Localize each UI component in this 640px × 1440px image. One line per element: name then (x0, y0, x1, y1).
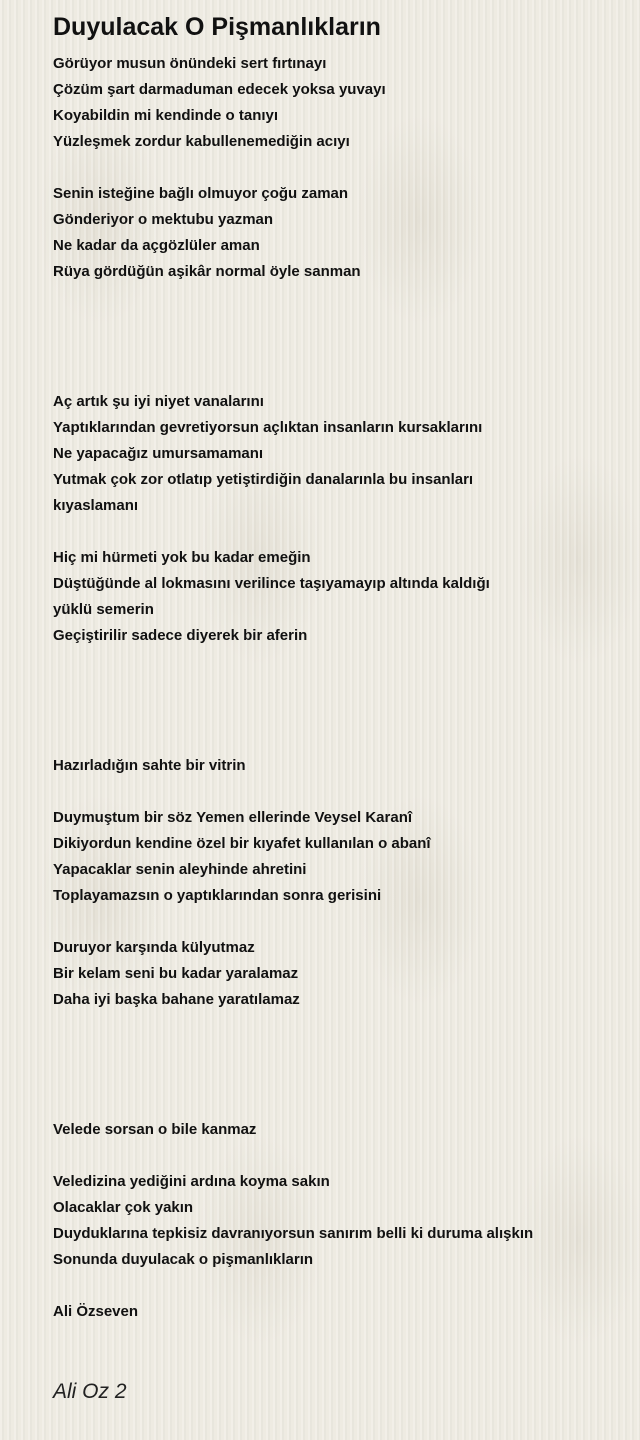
author-signature: Ali Oz 2 (53, 1380, 127, 1403)
poem-line: Yutmak çok zor otlatıp yetiştirdiğin danalarınla bu insanları (53, 471, 474, 488)
poem-line: Yaptıklarından gevretiyorsun açlıktan insanların kursaklarını (53, 419, 483, 436)
poem-line: Ne yapacağız umursamamanı (53, 445, 264, 462)
poem-line: Dikiyordun kendine özel bir kıyafet kullanılan o abanî (53, 835, 431, 852)
stanza-4 (53, 545, 613, 649)
stanza-5 (53, 753, 613, 779)
poem-line: Veledizina yediğini ardına koyma sakın (53, 1173, 330, 1190)
poem-line: Duymuştum bir söz Yemen ellerinde Veysel Karanî (53, 809, 413, 826)
stanza-2 (53, 181, 613, 285)
poem-line: Senin isteğine bağlı olmuyor çoğu zaman (53, 185, 349, 202)
stanza-9 (53, 1169, 613, 1273)
poem-line: Duruyor karşında külyutmaz (53, 939, 255, 956)
poem-line: Görüyor musun önündeki sert fırtınayı (53, 55, 327, 72)
stanza-7 (53, 935, 613, 1013)
poem-line: Bir kelam seni bu kadar yaralamaz (53, 965, 299, 982)
poem-line: Hazırladığın sahte bir vitrin (53, 757, 246, 774)
poem-line: Duyduklarına tepkisiz davranıyorsun sanırım belli ki duruma alışkın (53, 1225, 534, 1242)
poem-title: Duyulacak O Pişmanlıkların (53, 13, 381, 41)
poem-line: Yüzleşmek zordur kabullenemediğin acıyı (53, 133, 350, 150)
poem-line: Koyabildin mi kendinde o tanıyı (53, 107, 279, 124)
poem-line: kıyaslamanı (53, 497, 139, 514)
poem-line: yüklü semerin (53, 601, 154, 618)
poem-line: Ne kadar da açgözlüler aman (53, 237, 260, 254)
poem-line: Velede sorsan o bile kanmaz (53, 1121, 257, 1138)
stanza-8 (53, 1117, 613, 1143)
poem-line: Rüya gördüğün aşikâr normal öyle sanman (53, 263, 361, 280)
poem-line: Sonunda duyulacak o pişmanlıkların (53, 1251, 314, 1268)
poem-line: Çözüm şart darmaduman edecek yoksa yuvayı (53, 81, 386, 98)
poem-line: Olacaklar çok yakın (53, 1199, 194, 1216)
poem-body (53, 51, 613, 1325)
stanza-6 (53, 805, 613, 909)
stanza-1 (53, 51, 613, 155)
poem-line: Daha iyi başka bahane yaratılamaz (53, 991, 300, 1008)
poem-line: Toplayamazsın o yaptıklarından sonra gerisini (53, 887, 382, 904)
poem-line: Geçiştirilir sadece diyerek bir aferin (53, 627, 308, 644)
stanza-3 (53, 389, 613, 519)
poem-line: Yapacaklar senin aleyhinde ahretini (53, 861, 307, 878)
author-name: Ali Özseven (53, 1303, 139, 1320)
poem-line: Düştüğünde al lokmasını verilince taşıyamayıp altında kaldığı (53, 575, 490, 592)
poem-line: Gönderiyor o mektubu yazman (53, 211, 274, 228)
poem-line: Hiç mi hürmeti yok bu kadar emeğin (53, 549, 311, 566)
poem-line: Aç artık şu iyi niyet vanalarını (53, 393, 264, 410)
